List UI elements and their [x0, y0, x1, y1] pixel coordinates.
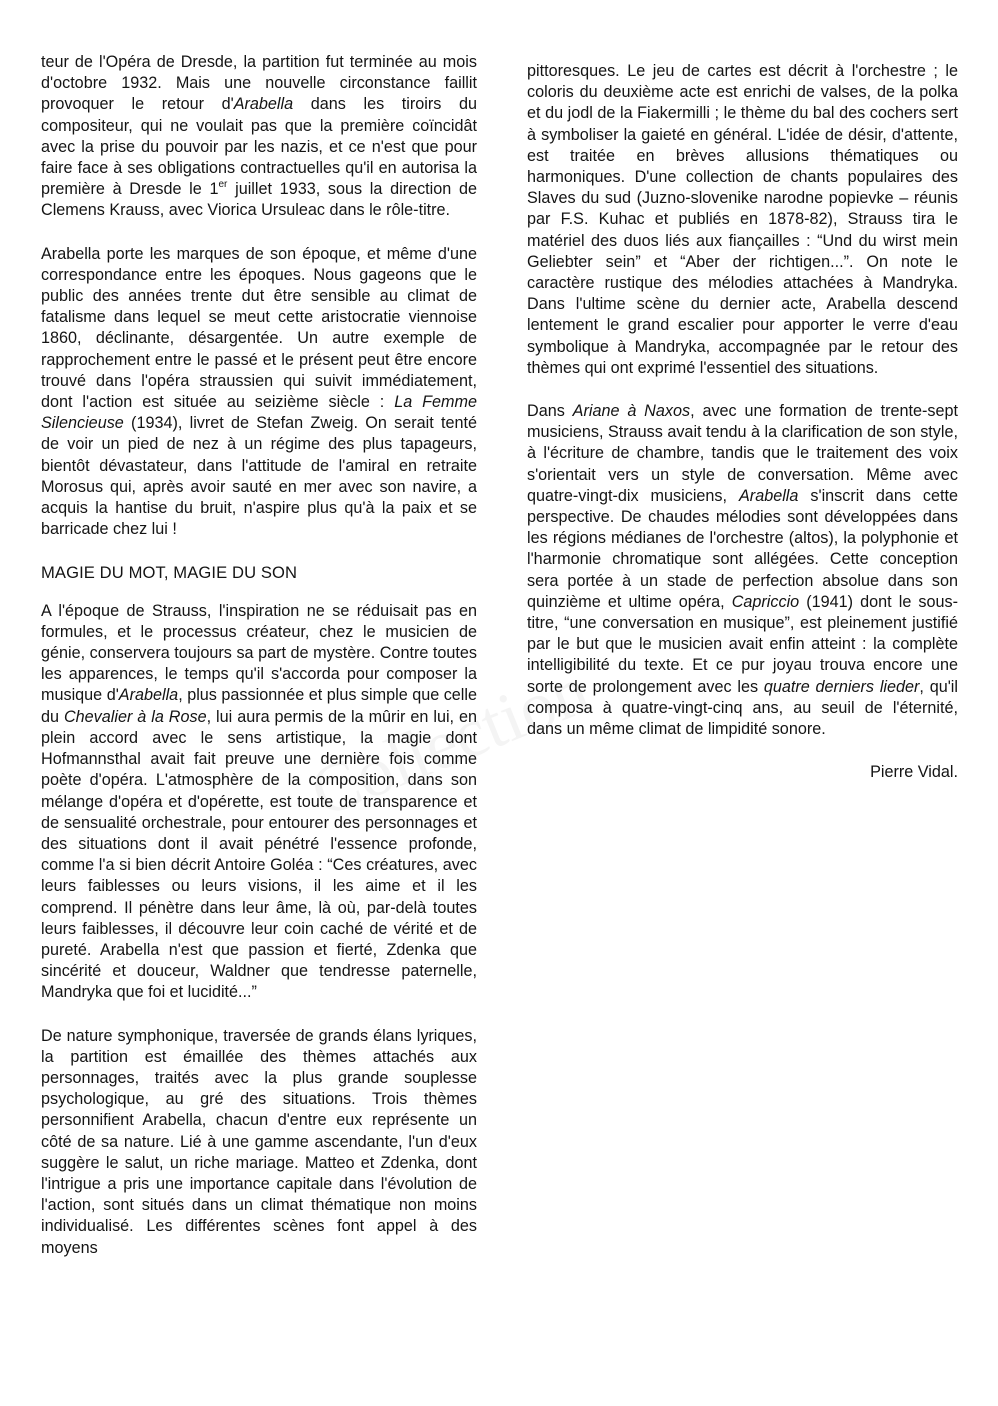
left-column	[41, 52, 477, 1259]
paragraph-magie	[41, 601, 477, 1004]
work-title: quatre derniers lieder	[763, 677, 920, 696]
work-title: Ariane à Naxos	[572, 402, 691, 421]
work-title: Capriccio	[731, 592, 800, 611]
superscript: er	[218, 179, 228, 191]
text-run: , lui aura permis de la mûrir en lui, en plein accord avec le sens artistique, la magie dont Hofmannsthal avait fait preuve une dernière fois comme poète d'opéra. L'atmosphère de la composition, dans son mélange d'opéra et d'opérette, est toute de transparence et de sensualité orchestrale, pour entourer des personnages et des situations dont il avait pénétré l'essence profonde, comme l'a si bien décrit Antoire Goléa : “Ces créatures, avec leurs faiblesses ou leurs visions, il les aime et il les comprend. Il pénètre dans leur âme, là où, par-delà toutes leurs faiblesses, il découvre leur coin caché de vérité et de pureté. Arabella n'est que passion et fierté, Zdenka que sincérité et douceur, Waldner que tendresse paternelle, Mandryka que foi et lucidité...”	[41, 707, 477, 1002]
text-run: , qu'il composa à quatre-vingt-cinq ans, au seuil de l'éternité, dans un même climat de limpidité sonore.	[527, 677, 958, 739]
paragraph-epoque	[41, 244, 477, 541]
text-run: dans les tiroirs du compositeur, qui ne voulait pas que la première coïncidât avec la prise du pouvoir par les nazis, et ce n'est que pour faire face à ses obligations contractuelles qu'il en autorisa la première à Dresde le 1	[41, 95, 477, 199]
paragraph-pittoresques: pittoresques. Le jeu de cartes est décrit à l'orchestre ; le coloris du deuxième acte est enrichi de valses, de la polka et du jodl de la Fiakermilli ; le thème du bal des cochers sert à symboliser la gaieté en général. L'idée de désir, d'attente, est traitée en brèves allusions thématiques ou harmoniques. D'une collection de chants populaires des Slaves du sud (Juzno-slovenike narodne popievke – réunis par F.S. Kuhac et publiés en 1878-82), Strauss tira le matériel des duos liés aux fiançailles : “Und du wirst mein Geliebter sein” et “Aber der richtigen...”. On note le caractère rustique des mélodies attachées à Mandryka. Dans l'ultime scène du dernier acte, Arabella descend lentement le grand escalier pour apporter le verre d'eau symbolique à Mandryka, accompagnée par le retour des thèmes qui ont exprimé l'essentiel des situations.	[527, 62, 958, 377]
text-run: juillet 1933, sous la direction de Clemens Krauss, avec Viorica Ursuleac dans le rôle-titre.	[41, 180, 477, 220]
text-run: , plus passionnée et plus simple que celle du	[41, 686, 478, 726]
text-run: , avec une formation de trente-sept musiciens, Strauss avait tendu à la clarification de son style, à l'écriture de chambre, tandis que le traitement des voix s'orientait vers un style de conversation. Même avec quatre-vingt-dix musiciens,	[527, 402, 958, 505]
work-title: Chevalier à la Rose	[63, 707, 207, 726]
work-title: La Femme Silencieuse	[41, 393, 477, 433]
paragraph-premiere	[41, 52, 477, 222]
paragraph-nature-symphonique: De nature symphonique, traversée de grands élans lyriques, la partition est émaillée des thèmes attachés aux personnages, traités avec la plus grande souplesse psychologique, au gré des situations. Trois thèmes personnifient Arabella, chacun d'entre eux représente un côté de sa nature. Lié à une gamme ascendante, l'un d'eux suggère le salut, un riche mariage. Matteo et Zdenka, dont l'intrigue a pris une importance capitale dans l'évolution de l'action, sont situés dans un climat thématique non moins individualisé. Les différentes scènes font appel à des moyens	[41, 1026, 477, 1257]
text-run: s'inscrit dans cette perspective. De chaudes mélodies sont développées dans les régions médianes de l'orchestre (altos), la polyphonie et l'harmonie chromatique sont allégées. Cette conception sera portée à un stade de perfection absolue dans son quinzième et ultime opéra,	[527, 486, 958, 611]
section-heading: MAGIE DU MOT, MAGIE DU SON	[41, 563, 298, 583]
paragraph-ariane	[527, 401, 958, 740]
right-column	[527, 61, 958, 784]
work-title: Arabella	[233, 95, 294, 114]
work-title: Arabella	[118, 686, 179, 705]
text-run: Dans	[527, 402, 573, 421]
text-run: A l'époque de Strauss, l'inspiration ne se réduisait pas en formules, et le processus créateur, chez le musicien de génie, conservera toujours sa part de mystère. Contre toutes les apparences, le temps qu'il s'accorda pour composer la musique d'	[41, 601, 477, 705]
author-signature: Pierre Vidal.	[870, 763, 958, 782]
text-run: (1934), livret de Stefan Zweig. On serait tenté de voir un pied de nez à un régime des plus tapageurs, bientôt dévastateur, dans l'attitude de l'amiral en retraite Morosus qui, après avoir sauté en mer avec son navire, a acquis la hantise du bruit, n'aspire plus qu'à la paix et se barricade chez lui !	[41, 414, 477, 539]
text-run: teur de l'Opéra de Dresde, la partition fut terminée au mois d'octobre 1932. Mais une nouvelle circonstance faillit provoquer le retour d'	[41, 53, 477, 114]
text-run: (1941) dont le sous-titre, “une conversation en musique”, est pleinement justifié par le but que le musicien avait enfin atteint : la complète intelligibilité du texte. Et ce pur joyau trouva encore une sorte de prolongement avec les	[527, 592, 958, 696]
text-run: Arabella porte les marques de son époque, et même d'une correspondance entre les époques. Nous gageons que le public des années trente dut être sensible au climat de fatalisme dans lequel se meut cette aristocratie viennoise 1860, déclinante, désargentée. Un autre exemple de rapprochement entre le passé et le présent peut être encore trouvé dans l'opéra straussien qui suivit immédiatement, dont l'action est située au seizième siècle :	[41, 244, 477, 412]
work-title: Arabella	[739, 486, 799, 505]
